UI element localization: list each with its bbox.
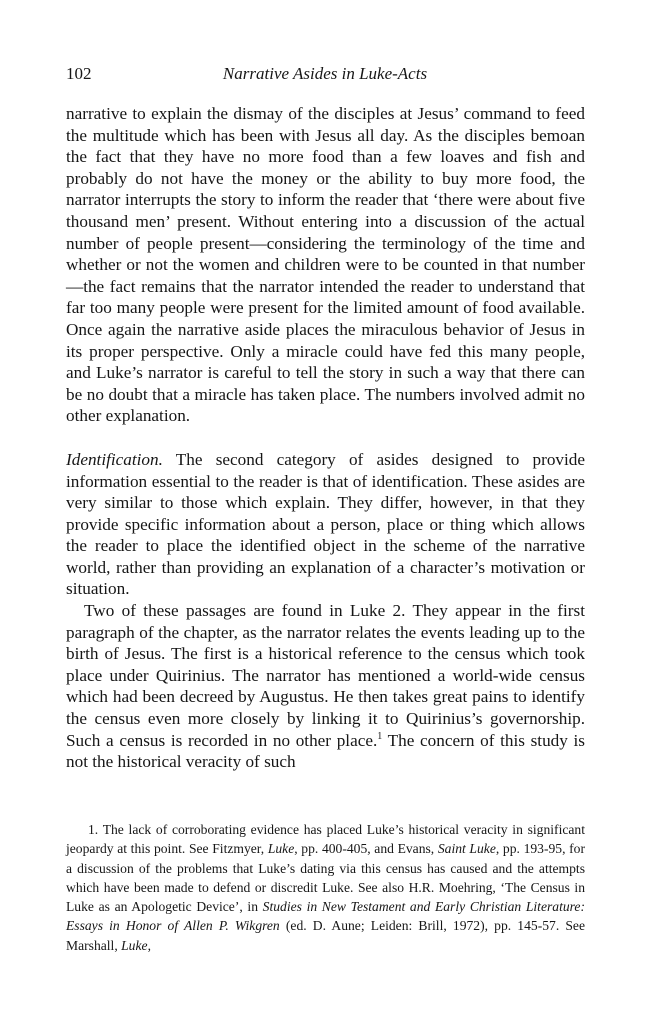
- paragraph-text: The second category of asides designed to provide information essential to the reader is that of identification. These asides are very similar to those which explain. They differ, however, in that they provide specific information about a person, place or thing which allows the reader to place the identified object in the scheme of the narrative world, rather than providing an explanation of a character’s motivation or situation.: [66, 449, 585, 599]
- footnote-segment: The lack of corroborating evidence has placed Luke’s historical veracity in significant jeopardy at this point. See Fitzmyer,: [66, 822, 585, 857]
- footnote-title: Luke: [121, 937, 148, 953]
- footnote-segment: , pp. 400-405, and Evans,: [294, 841, 438, 857]
- body-text: [66, 103, 585, 773]
- footnote-segment: ,: [147, 937, 151, 953]
- footnote-title: Studies in New Testament and Early Christian Literature: Essays in Honor of Allen P. Wikgren: [66, 899, 585, 934]
- paragraph-explanation-end: narrative to explain the dismay of the disciples at Jesus’ command to feed the multitude which has been with Jesus all day. As the disciples bemoan the fact that they have no more food than a few loaves and fish and probably do not have the money or the ability to buy more food, the narrator interrupts the story to inform the reader that ‘there were about five thousand men’ present. Without entering into a discussion of the actual number of people present—considering the terminology of the time and whether or not the women and children were to be counted in that number—the fact remains that the narrator intended the reader to understand that far too many people were present for the limited amount of food available. Once again the narrative aside places the miraculous behavior of Jesus in its proper perspective. Only a miracle could have fed this many people, and Luke’s narrator is careful to tell the story in such a way that there can be no doubt that a miracle has taken place. The numbers involved admit no other explanation.: [66, 104, 585, 426]
- paragraph-identification: [66, 449, 585, 600]
- paragraph-luke-2: [66, 600, 585, 773]
- running-title: Narrative Asides in Luke-Acts: [222, 64, 428, 83]
- footnote-title: Luke: [267, 841, 295, 857]
- footnote-segment: , pp. 193-95, for a discussion of the problems that Luke’s dating via this census has caused and the attempts which have been made to defend or discredit Luke. See also H.R. Moehring, ‘The Census in Luke as an Apologetic Device’, in: [66, 841, 585, 915]
- footnote-segment: (ed. D. Aune; Leiden: Brill, 1972), pp. 145-57. See Marshall,: [66, 918, 585, 953]
- footnote-number: 1.: [88, 822, 99, 837]
- footnote-reference[interactable]: 1: [377, 730, 383, 742]
- paragraph-text: The concern of this study is not the historical veracity of such: [66, 730, 585, 772]
- paragraph-text: Two of these passages are found in Luke 2. They appear in the first paragraph of the chapter, as the narrator relates the events leading up to the birth of Jesus. The first is a historical reference to the census which took place under Quirinius. The narrator has mentioned a world-wide census which had been decreed by Augustus. He then takes great pains to identify the census even more closely by linking it to Quirinius’s governorship. Such a census is recorded in no other place.: [66, 601, 585, 750]
- running-head: [66, 64, 584, 88]
- footnote-text: [66, 820, 585, 955]
- page-number: 102: [66, 64, 92, 83]
- footnote-title: Saint Luke: [437, 841, 496, 857]
- section-label: Identification.: [66, 449, 163, 469]
- footnote: [66, 820, 585, 955]
